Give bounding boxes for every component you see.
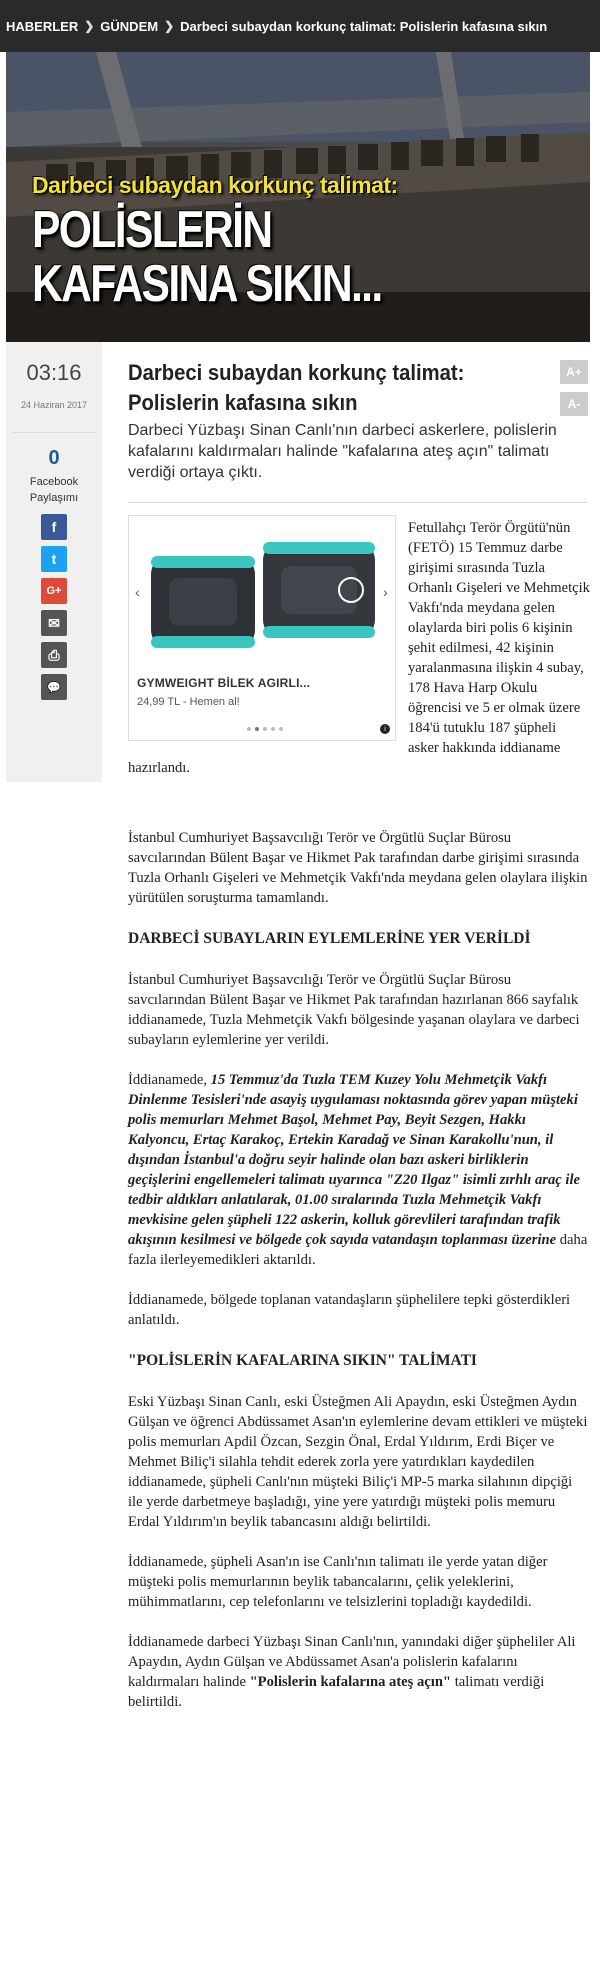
- facebook-icon: f: [51, 519, 57, 535]
- section-heading-1: DARBECİ SUBAYLARIN EYLEMLERİNE YER VERİLDİ: [128, 930, 531, 947]
- paragraph-4-emphasis: 15 Temmuz'da Tuzla TEM Kuzey Yolu Mehmetçik Vakfı Dinlenme Tesisleri'nde asayiş uygulaması noktasında görev yapan müşteki polis memurları Mehmet Başol, Mehmet Pay, Beyit Sezgen, Hakkı Kalyoncu, Ertaç Karakoç, Ertekin Karadağ ve Sinan Karakollu'nun, il dışından İstanbul'a doğru seyir halinde olan bazı askeri birliklerin geçişlerini engellemeleri talimatı uyarınca "Z20 Ilgaz" isimli zırhlı araç ile tedbir aldıkları anlatılarak, 01.00 sıralarında Tuzla Mehmetçik Vakfı mevkisine gelen şüpheli 122 askerin, kolluk görevlileri tarafından trafik akışının kesilmesi ve bölgede çok sayıda vatandaşın toplanması üzerine: [128, 1072, 580, 1248]
- ad-title[interactable]: GYMWEIGHT BİLEK AGIRLI...: [137, 676, 311, 690]
- publish-date: 24 Haziran 2017: [20, 400, 88, 410]
- carousel-dot[interactable]: [255, 727, 259, 731]
- facebook-share-label: Facebook Paylaşımı: [29, 476, 79, 504]
- article-title: Darbeci subaydan korkunç talimat: Polislerin kafasına sıkın: [128, 360, 465, 415]
- carousel-dot[interactable]: [279, 727, 283, 731]
- facebook-share-button[interactable]: [41, 514, 67, 540]
- divider: [128, 502, 588, 503]
- ad-info-icon[interactable]: i: [380, 724, 390, 734]
- font-increase-button[interactable]: A+: [560, 360, 588, 384]
- paragraph-4-intro: İddianamede,: [128, 1072, 211, 1088]
- hero-image: [6, 52, 590, 342]
- twitter-share-button[interactable]: [41, 546, 67, 572]
- article-paragraph-7: İddianamede, şüpheli Asan'ın ise Canlı'nın talimatı ile yerde yatan diğer müşteki polis memurlarının beylik tabancalarını, çelik yeleklerini, mühimmatlarını, cep telefonlarını ve telsizlerini topladığı kaydedildi.: [128, 1554, 548, 1610]
- paragraph-8-end: talimatı verdiği belirtildi.: [128, 1674, 545, 1710]
- ad-product-image: [139, 526, 385, 664]
- article-paragraph-2: İstanbul Cumhuriyet Başsavcılığı Terör ve Örgütlü Suçlar Bürosu savcılarından Bülent Başar ve Hikmet Pak tarafından darbe girişimi sırasında Tuzla Orhanlı Gişeleri ve Mehmetçik Vakfı'nda meydana gelen olaylara ilişkin yürütülen soruşturma tamamlandı.: [128, 830, 588, 906]
- paragraph-8-quote: "Polislerin kafalarına ateş açın": [249, 1674, 452, 1690]
- carousel-dot[interactable]: [263, 727, 267, 731]
- article-paragraph-1: Fetullahçı Terör Örgütü'nün (FETÖ) 15 Temmuz darbe girişimi sırasında Tuzla Orhanlı Gişeleri ve Mehmetçik Vakfı'nda meydana gelen olaylarda biri polis 6 kişinin şehit edilmesi, 42 kişinin yaralanmasına ilişkin 4 subay, 178 Hava Harp Okulu öğrencisi ve 5 er olmak üzere 184'ü tutuklu 187 şüpheli asker hakkında iddianame hazırlandı.: [128, 520, 590, 776]
- breadcrumb-current: Darbeci subaydan korkunç talimat: Polislerin kafasına sıkın: [180, 18, 548, 34]
- carousel-dot[interactable]: [271, 727, 275, 731]
- font-decrease-button[interactable]: A-: [560, 392, 588, 416]
- comment-button[interactable]: [41, 674, 67, 700]
- envelope-icon: ✉: [48, 614, 60, 631]
- carousel-dot[interactable]: [247, 727, 251, 731]
- chevron-right-icon: ❯: [84, 19, 95, 33]
- article-paragraph-6: Eski Yüzbaşı Sinan Canlı, eski Üsteğmen Ali Apaydın, eski Üsteğmen Aydın Gülşan ve öğrenci Abdüssamet Asan'ın eylemlerine devam ettikleri ve müşteki polis memurları Apdil Özcan, Sezgin Önal, Erdal Yıldırım, Erdi Biçer ve Mehmet Biliç'i silahla tehdit ederek zorla yere yatırdıkları kaydedilen iddianamede, şüpheli Canlı'nın müşteki Biliç'i MP-5 marka silahının dipçiği ile yerde darbetmeye başladığı, yine yere yatırdığı müşteki polis memuru Erdal Yıldırım'ın beylik tabancasını aldığı belirtildi.: [128, 1394, 588, 1530]
- article-summary: Darbeci Yüzbaşı Sinan Canlı'nın darbeci askerlere, polislerin kafalarını kaldırmaları halinde "kafalarına ateş açın" talimatı verdiği ortaya çıktı.: [128, 422, 557, 481]
- share-buttons: [6, 514, 102, 706]
- article-meta-sidebar: [6, 342, 102, 782]
- article-paragraph-4: [128, 1070, 590, 1270]
- breadcrumb: [0, 0, 600, 52]
- google-plus-share-button[interactable]: [41, 578, 67, 604]
- paragraph-4-end: daha fazla ilerleyemedikleri aktarıldı.: [128, 1232, 588, 1268]
- paragraph-8-intro: İddianamede darbeci Yüzbaşı Sinan Canlı'nın, yanındaki diğer şüpheliler Ali Apaydın, Aydın Gülşan ve Abdüssamet Asan'a polislerin kafalarını kaldırmaları halinde: [128, 1634, 576, 1690]
- hero-headline-line1: POLİSLERİN: [32, 201, 272, 259]
- breadcrumb-section[interactable]: GÜNDEM: [100, 18, 159, 34]
- ad-price: 24,99 TL - Hemen al!: [137, 696, 240, 708]
- publish-time: 03:16: [26, 360, 82, 385]
- ad-carousel-dots: [247, 727, 287, 731]
- hero-headline-line2: KAFASINA SIKIN...: [32, 255, 382, 313]
- comment-icon: 💬: [47, 681, 61, 694]
- article-paragraph-8: [128, 1632, 590, 1712]
- print-button[interactable]: [41, 642, 67, 668]
- hero-kicker: Darbeci subaydan korkunç talimat:: [32, 172, 398, 198]
- email-share-button[interactable]: [41, 610, 67, 636]
- printer-icon: ⎙: [48, 646, 60, 663]
- breadcrumb-home[interactable]: HABERLER: [6, 18, 79, 34]
- article-paragraph-5: İddianamede, bölgede toplanan vatandaşların şüphelilere tepki gösterdikleri anlatıldı.: [128, 1292, 571, 1328]
- ad-next-arrow[interactable]: ›: [383, 584, 388, 600]
- google-plus-icon: G+: [46, 585, 62, 597]
- chevron-right-icon: ❯: [164, 19, 175, 33]
- product-ad[interactable]: [128, 515, 396, 741]
- twitter-icon: t: [51, 551, 57, 567]
- article-paragraph-3: İstanbul Cumhuriyet Başsavcılığı Terör ve Örgütlü Suçlar Bürosu savcılarından Bülent Başar ve Hikmet Pak tarafından hazırlanan 866 sayfalık iddianamede, Tuzla Mehmetçik Vakfı bölgesinde yaşanan olaylara ve darbeci subayların eylemlerine yer verildi.: [128, 972, 580, 1048]
- article-body: [128, 828, 590, 1732]
- divider: [12, 432, 96, 433]
- ad-prev-arrow[interactable]: ‹: [135, 584, 140, 600]
- section-heading-2: "POLİSLERİN KAFALARINA SIKIN" TALİMATI: [128, 1352, 477, 1369]
- facebook-share-count: 0: [48, 447, 60, 469]
